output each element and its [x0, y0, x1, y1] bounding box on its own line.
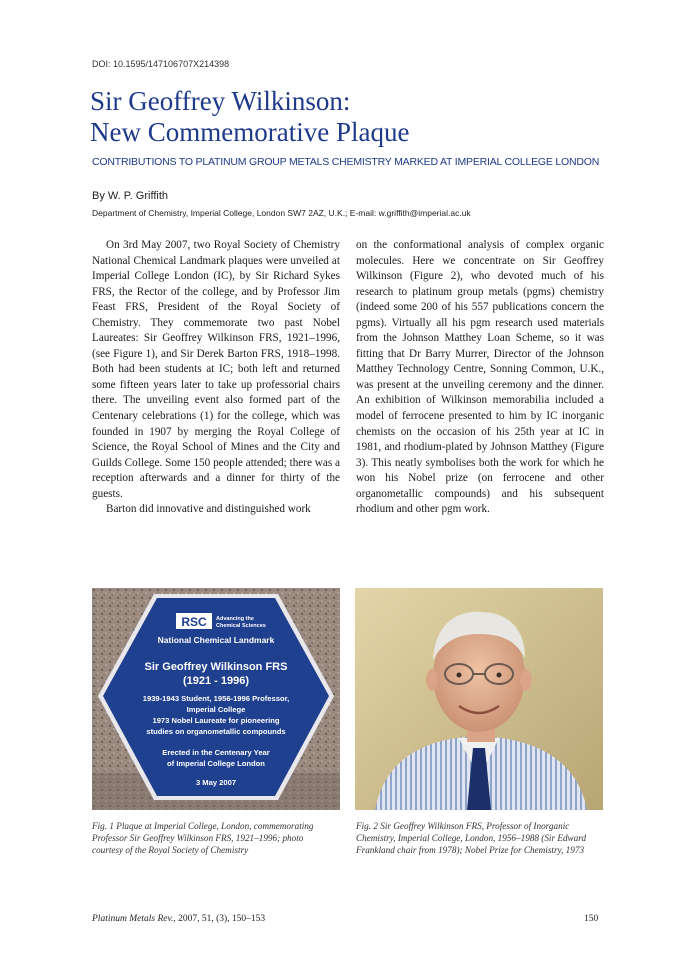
- citation-details: , 2007, 51, (3), 150–153: [173, 914, 266, 924]
- plaque-illustration: [92, 588, 340, 810]
- footer-citation: [92, 914, 265, 924]
- rsc-tagline-1: Advancing the: [216, 616, 254, 622]
- body-column-right: [356, 238, 604, 518]
- title-line-2: New Commemorative Plaque: [90, 117, 410, 147]
- plaque-name: Sir Geoffrey Wilkinson FRS: [144, 661, 288, 673]
- plaque-detail-4: studies on organometallic compounds: [146, 727, 286, 736]
- paragraph: On 3rd May 2007, two Royal Society of Chemistry National Chemical Landmark plaques were unveiled at Imperial College London (IC), by Sir Richard Sykes FRS, the Rector of the college, and by Professor Jim Feast FRS, President of the Royal Society of Chemistry. They commemorate two past Nobel Laureates: Sir Geoffrey Wilkinson FRS, 1921–1996, (see Figure 1), and Sir Derek Barton FRS, 1918–1998. Both had been students at IC; both left and returned some fifteen years later to take up professorial chairs there. The unveiling event also formed part of the Centenary celebrations (1) for the college, which was founded in 1907 by merging the Royal College of Science, the Royal School of Mines and the City and Guilds College. Some 150 people attended; there was a reception afterwards and a dinner for thirty of the guests.: [92, 239, 340, 500]
- paragraph: Barton did innovative and distinguished work: [106, 503, 311, 516]
- plaque-detail-2: Imperial College: [186, 705, 246, 714]
- figure-1-caption: Fig. 1 Plaque at Imperial College, London, commemorating Professor Sir Geoffrey Wilkinson FRS, 1921–1996; photo courtesy of the Royal Society of Chemistry: [92, 821, 314, 855]
- page-number: 150: [584, 914, 599, 924]
- doi: DOI: 10.1595/147106707X214398: [92, 59, 230, 69]
- plaque-date: 3 May 2007: [195, 778, 237, 787]
- body-column-left: [92, 238, 340, 518]
- figure-2-portrait-photo: [355, 588, 603, 810]
- rsc-logo: RSC: [181, 615, 207, 629]
- plaque-erected-1: Erected in the Centenary Year: [162, 748, 270, 757]
- figure-1-plaque-photo: [92, 588, 340, 810]
- journal-name: Platinum Metals Rev.: [92, 914, 174, 924]
- article-subtitle: CONTRIBUTIONS TO PLATINUM GROUP METALS CHEMISTRY MARKED AT IMPERIAL COLLEGE LONDON: [92, 156, 600, 168]
- article-title: [90, 86, 630, 148]
- paragraph: on the conformational analysis of complex organic molecules. Here we concentrate on Sir Geoffrey Wilkinson (Figure 2), who devoted much of his research to platinum group metals (pgms) chemistry (indeed some 200 of his 557 publications concern the pgms). Virtually all his pgm research used materials from the Johnson Matthey Loan Scheme, so it was fitting that Dr Barry Murrer, Director of the Johnson Matthey Technology Centre, Sonning Common, U.K., was present at the unveiling ceremony and the dinner. An exhibition of Wilkinson memorabilia included a model of ferrocene presented to him by IC inorganic chemists on the occasion of his 25th year at IC in 1981, and rhodium-plated by Johnson Matthey (Figure 3). This neatly symbolises both the work for which he won his Nobel prize (on ferrocene and other organometallic compounds) and his subsequent rhodium and other pgm work.: [356, 239, 604, 516]
- author-affiliation: Department of Chemistry, Imperial College, London SW7 2AZ, U.K.; E-mail: w.griffith@imperial.ac.uk: [92, 208, 471, 218]
- author-byline: By W. P. Griffith: [92, 190, 169, 202]
- plaque-detail-1: 1939-1943 Student, 1956-1996 Professor,: [142, 694, 290, 703]
- figure-2-caption: Fig. 2 Sir Geoffrey Wilkinson FRS, Professor of Inorganic Chemistry, Imperial College, London, 1956–1988 (Sir Edward Frankland chair from 1978); Nobel Prize for Chemistry, 1973: [356, 821, 587, 855]
- plaque-detail-3: 1973 Nobel Laureate for pioneering: [152, 716, 280, 725]
- title-line-1: Sir Geoffrey Wilkinson:: [90, 86, 351, 116]
- portrait-illustration: [355, 588, 603, 810]
- plaque-erected-2: of Imperial College London: [167, 759, 265, 768]
- plaque-landmark-title: National Chemical Landmark: [157, 635, 275, 645]
- rsc-tagline-2: Chemical Sciences: [216, 623, 266, 629]
- plaque-years: (1921 - 1996): [182, 675, 250, 687]
